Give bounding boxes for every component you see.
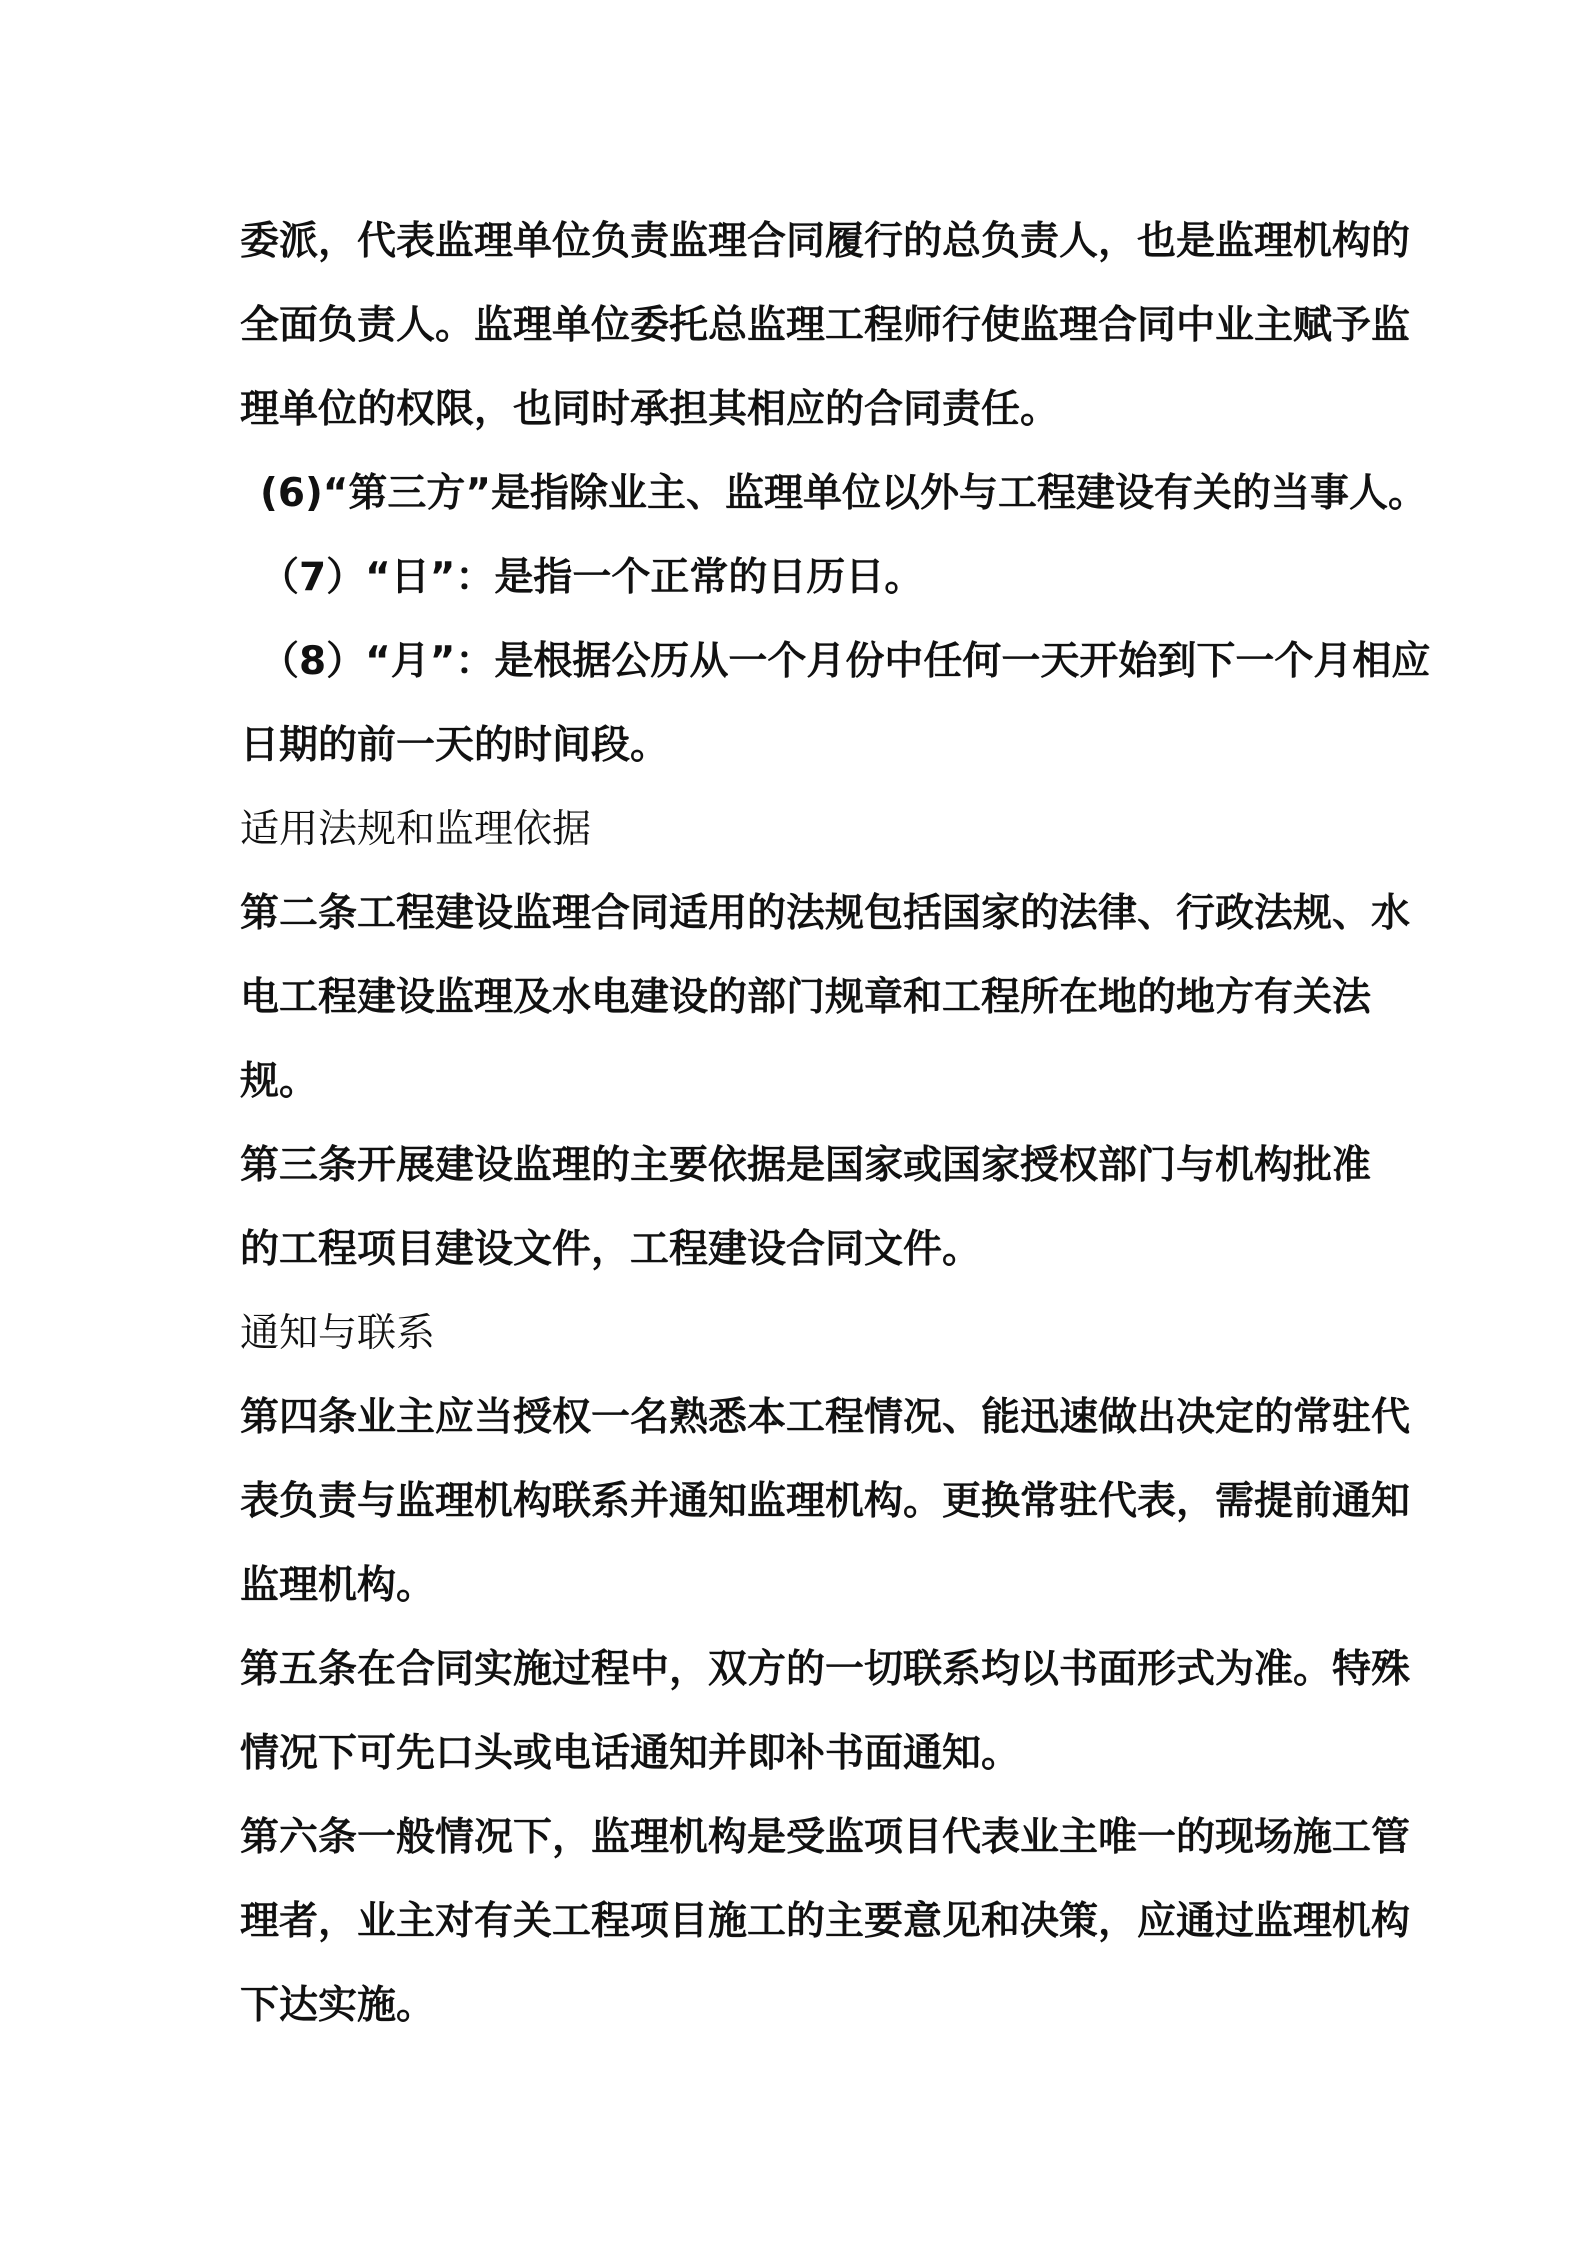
text-line: 理单位的权限，也同时承担其相应的合同责任。 (240, 387, 1060, 432)
definition-item-6: (6)“第三方”是指除业主、监理单位以外与工程建设有关的当事人。 (260, 471, 1428, 516)
text-line: 理者，业主对有关工程项目施工的主要意见和决策，应通过监理机构 (240, 1899, 1411, 1944)
text-line: 委派，代表监理单位负责监理合同履行的总负责人，也是监理机构的 (240, 219, 1411, 264)
text-line: 日期的前一天的时间段。 (240, 723, 670, 768)
definition-item-8: （8）“月”：是根据公历从一个月份中任何一天开始到下一个月相应 (260, 639, 1431, 684)
text-line: 的工程项目建设文件，工程建设合同文件。 (240, 1227, 982, 1272)
text-line: 表负责与监理机构联系并通知监理机构。更换常驻代表，需提前通知 (240, 1479, 1411, 1524)
text-line: 下达实施。 (240, 1983, 436, 2028)
text-line: 监理机构。 (240, 1563, 436, 1608)
section-heading-regulations: 适用法规和监理依据 (240, 807, 592, 852)
text-line: 电工程建设监理及水电建设的部门规章和工程所在地的地方有关法 (240, 975, 1372, 1020)
article-3: 第三条开展建设监理的主要依据是国家或国家授权部门与机构批准 (240, 1143, 1372, 1188)
section-heading-notice: 通知与联系 (240, 1311, 436, 1356)
document-body (240, 200, 1431, 2048)
article-6: 第六条一般情况下，监理机构是受监项目代表业主唯一的现场施工管 (240, 1815, 1411, 1860)
definition-item-7: （7）“日”：是指一个正常的日历日。 (260, 555, 924, 600)
article-2: 第二条工程建设监理合同适用的法规包括国家的法律、行政法规、水 (240, 891, 1411, 936)
text-line: 情况下可先口头或电话通知并即补书面通知。 (240, 1731, 1021, 1776)
text-line: 规。 (240, 1059, 319, 1104)
article-4: 第四条业主应当授权一名熟悉本工程情况、能迅速做出决定的常驻代 (240, 1395, 1411, 1440)
text-line: 全面负责人。监理单位委托总监理工程师行使监理合同中业主赋予监 (240, 303, 1411, 348)
article-5: 第五条在合同实施过程中，双方的一切联系均以书面形式为准。特殊 (240, 1647, 1411, 1692)
